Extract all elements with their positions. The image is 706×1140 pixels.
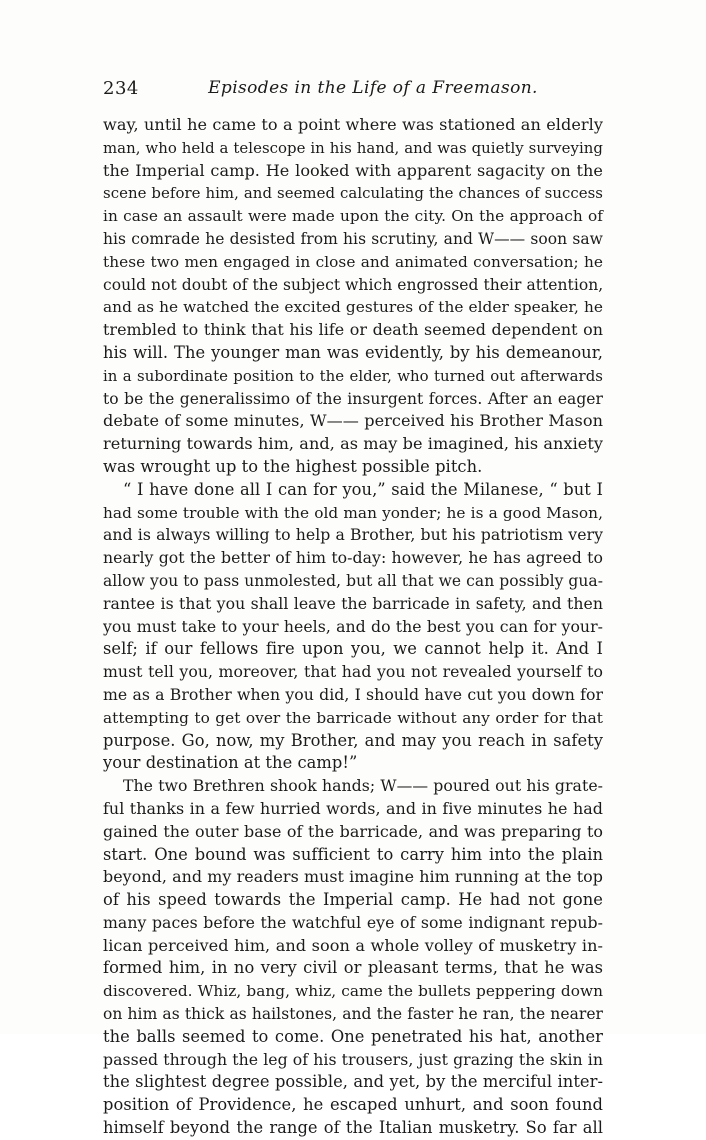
text-line: to be the generalissimo of the insurgent forces. After an eager [103, 389, 603, 408]
text-line: allow you to pass unmolested, but all that we can possibly gua- [103, 571, 603, 590]
text-line: himself beyond the range of the Italian musketry. So far all [103, 1118, 603, 1138]
text-line: in a subordinate position to the elder, who turned out afterwards [103, 366, 603, 385]
text-line: lican perceived him, and soon a whole volley of musketry in- [103, 935, 603, 955]
text-line: must tell you, moreover, that had you not revealed yourself to [103, 662, 603, 682]
text-line: his comrade he desisted from his scrutiny, and W—— soon saw [103, 229, 603, 248]
text-line: these two men engaged in close and animated conversation; he [103, 252, 603, 271]
text-line: and as he watched the excited gestures of the elder speaker, he [103, 298, 603, 317]
text-line: the Imperial camp. He looked with apparent sagacity on the [103, 160, 603, 180]
text-line: could not doubt of the subject which engrossed their attention, [103, 275, 604, 294]
text-line: self; if our fellows fire upon you, we cannot help it. And I [103, 639, 603, 659]
text-line: debate of some minutes, W—— perceived his Brother Mason [103, 411, 603, 431]
text-line: The two Brethren shook hands; W—— poured out his grate- [123, 776, 603, 796]
text-line: purpose. Go, now, my Brother, and may you reach in safety [103, 730, 603, 750]
text-line: beyond, and my readers must imagine him running at the top [103, 867, 603, 887]
text-line: of his speed towards the Imperial camp. He had not gone [103, 890, 603, 910]
text-line: discovered. Whiz, bang, whiz, came the bullets peppering down [103, 982, 603, 1001]
text-line: nearly got the better of him to-day: however, he has agreed to [103, 548, 603, 568]
text-line: trembled to think that his life or death seemed dependent on [103, 320, 603, 340]
text-line: man, who held a telescope in his hand, and was quietly surveying [103, 138, 603, 157]
text-line: you must take to your heels, and do the best you can for your- [103, 616, 603, 636]
text-line: scene before him, and seemed calculating the chances of success [103, 184, 603, 203]
text-line: rantee is that you shall leave the barricade in safety, and then [103, 593, 603, 613]
text-line: was wrought up to the highest possible pitch. [103, 456, 483, 476]
text-line: in case an assault were made upon the city. On the approach of [103, 207, 603, 226]
body-text [103, 114, 603, 1140]
text-line: and is always willing to help a Brother, but his patriotism very [103, 525, 603, 545]
text-line: me as a Brother when you did, I should have cut you down for [103, 684, 603, 704]
text-line: formed him, in no very civil or pleasant terms, that he was [103, 958, 603, 978]
running-title: Episodes in the Life of a Freemason. [208, 78, 538, 98]
text-line: attempting to get over the barricade without any order for that [103, 708, 603, 727]
text-line: ful thanks in a few hurried words, and in five minutes he had [103, 798, 603, 818]
page-number: 234 [103, 78, 139, 99]
text-line: returning towards him, and, as may be imagined, his anxiety [103, 434, 603, 454]
text-line: your destination at the camp!” [103, 753, 358, 773]
text-line: “ I have done all I can for you,” said the Milanese, “ but I [123, 479, 603, 499]
text-line: position of Providence, he escaped unhurt, and soon found [103, 1095, 603, 1115]
text-line: his will. The younger man was evidently, by his demeanour, [103, 342, 603, 362]
text-line: start. One bound was sufficient to carry him into the plain [103, 844, 603, 864]
text-line: had some trouble with the old man yonder; he is a good Mason, [103, 503, 603, 522]
text-line: on him as thick as hailstones, and the faster he ran, the nearer [103, 1005, 603, 1024]
text-line: way, until he came to a point where was stationed an elderly [103, 115, 603, 134]
text-line: passed through the leg of his trousers, just grazing the skin in [103, 1049, 603, 1069]
running-head [103, 78, 603, 104]
text-line: gained the outer base of the barricade, and was preparing to [103, 821, 603, 841]
text-line: many paces before the watchful eye of some indignant repub- [103, 912, 603, 932]
text-line: the slightest degree possible, and yet, by the merciful inter- [103, 1072, 603, 1092]
text-line: the balls seemed to come. One penetrated his hat, another [103, 1026, 603, 1046]
